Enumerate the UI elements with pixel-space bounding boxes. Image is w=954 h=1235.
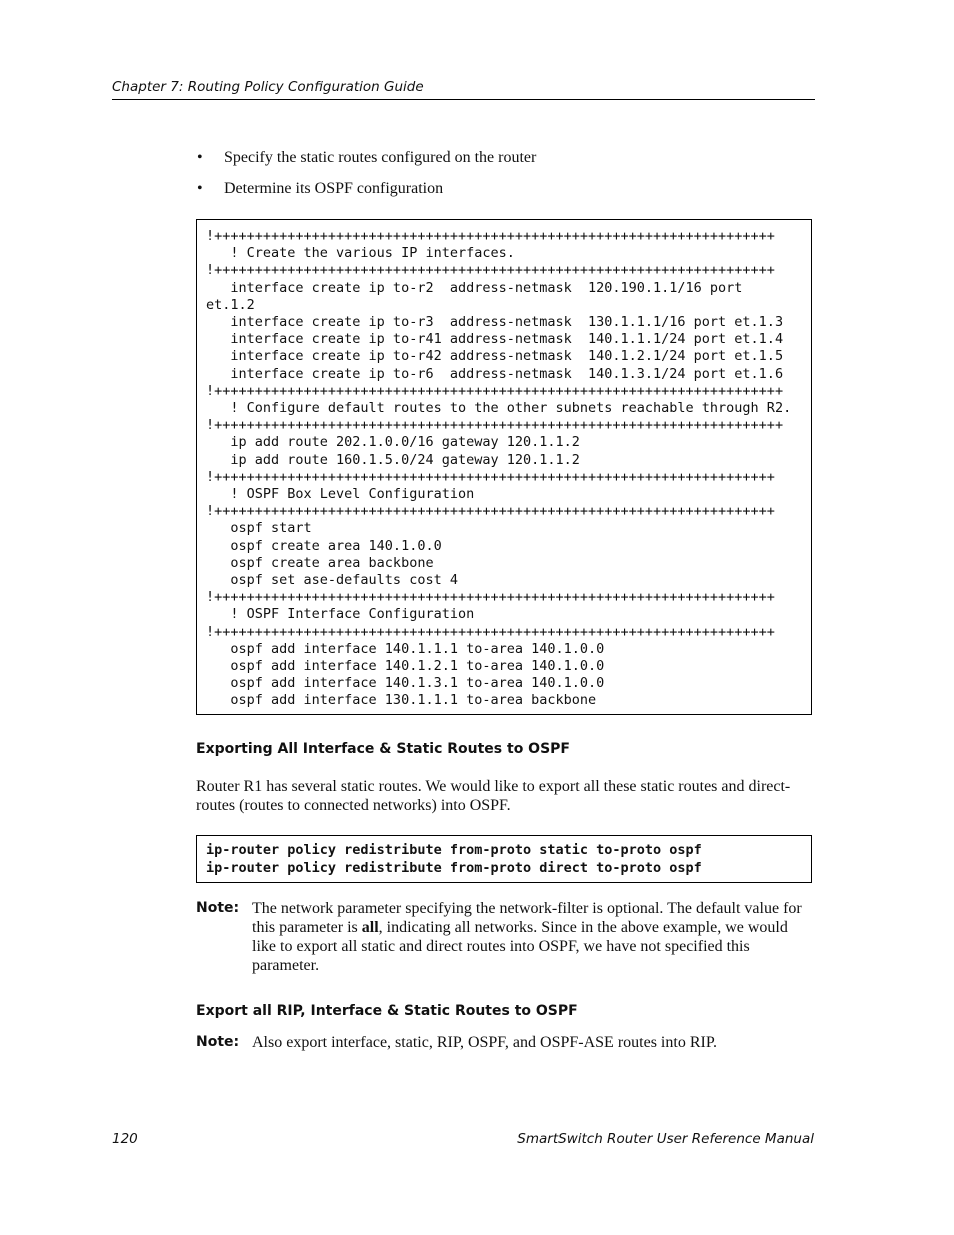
section-heading-export-rip: Export all RIP, Interface & Static Routes to OSPF <box>196 1003 578 1019</box>
bullet-item <box>197 179 536 210</box>
note-label: Note: <box>196 900 240 916</box>
note-text: , indicating all networks. Since in the above example, we would like to export all static and direct routes into OSPF, we have not specified this parameter. <box>252 919 788 974</box>
note-export-rip <box>196 1033 816 1052</box>
config-code: !+++++++++++++++++++++++++++++++++++++++++++++++++++++++++++++++++++++ ! Create the various IP interfaces. !+++++++++++++++++++++++++++++++++++++++++++++++++++++++++++++++++++++ interface create ip to-r2 address-netmask 120.190.1.1/16 port et.1.2 interface create ip to-r3 address-netmask 130.1.1.1/16 port et.1.3 interface create ip to-r41 address-netmask 140.1.1.1/24 port et.1.4 interface create ip to-r42 address-netmask 140.1.2.1/24 port et.1.5 interface create ip to-r6 address-netmask 140.1.3.1/24 port et.1.6 !++++++++++++++++++++++++++++++++++++++++++++++++++++++++++++++++++++++ ! Configure default routes to the other subnets reachable through R2. !++++++++++++++++++++++++++++++++++++++++++++++++++++++++++++++++++++++ ip add route 202.1.0.0/16 gateway 120.1.1.2 ip add route 160.1.5.0/24 gateway 120.1.1.2 !+++++++++++++++++++++++++++++++++++++++++++++++++++++++++++++++++++++ ! OSPF Box Level Configuration !+++++++++++++++++++++++++++++++++++++++++++++++++++++++++++++++++++++ ospf start ospf create area 140.1.0.0 ospf create area backbone ospf set ase-defaults cost 4 !+++++++++++++++++++++++++++++++++++++++++++++++++++++++++++++++++++++ ! OSPF Interface Configuration !+++++++++++++++++++++++++++++++++++++++++++++++++++++++++++++++++++++ ospf add interface 140.1.1.1 to-area 140.1.0.0 ospf add interface 140.1.2.1 to-area 140.1.0.0 ospf add interface 140.1.3.1 to-area 140.1.0.0 ospf add interface 130.1.1.1 to-area backbone <box>206 228 792 709</box>
bullet-list <box>197 148 536 210</box>
bullet-icon: • <box>197 180 203 197</box>
config-code-block <box>196 219 812 715</box>
redistribute-code: ip-router policy redistribute from-proto static to-proto ospf ip-router policy redistribute from-proto direct to-proto ospf <box>206 842 702 876</box>
note-body <box>252 899 807 975</box>
note-text: The network parameter specifying the network-filter is optional. The default value for this parameter is <box>252 900 802 936</box>
bullet-icon: • <box>197 149 203 166</box>
page-number: 120 <box>112 1131 138 1147</box>
bullet-item <box>197 148 536 179</box>
running-header: Chapter 7: Routing Policy Configuration Guide <box>112 79 815 100</box>
bullet-text: Determine its OSPF configuration <box>224 180 444 197</box>
redistribute-code-block <box>196 835 812 883</box>
section-heading-export-ospf: Exporting All Interface & Static Routes to OSPF <box>196 741 570 757</box>
section-paragraph: Router R1 has several static routes. We would like to export all these static routes and direct-routes (routes to connected networks) into OSPF. <box>196 778 791 814</box>
manual-title: SmartSwitch Router User Reference Manual <box>517 1131 814 1147</box>
note-bold-term: all <box>361 919 379 936</box>
note-network-parameter <box>196 899 816 975</box>
bullet-text: Specify the static routes configured on the router <box>224 149 537 166</box>
note-body: Also export interface, static, RIP, OSPF, and OSPF-ASE routes into RIP. <box>252 1034 717 1051</box>
note-label: Note: <box>196 1034 240 1050</box>
